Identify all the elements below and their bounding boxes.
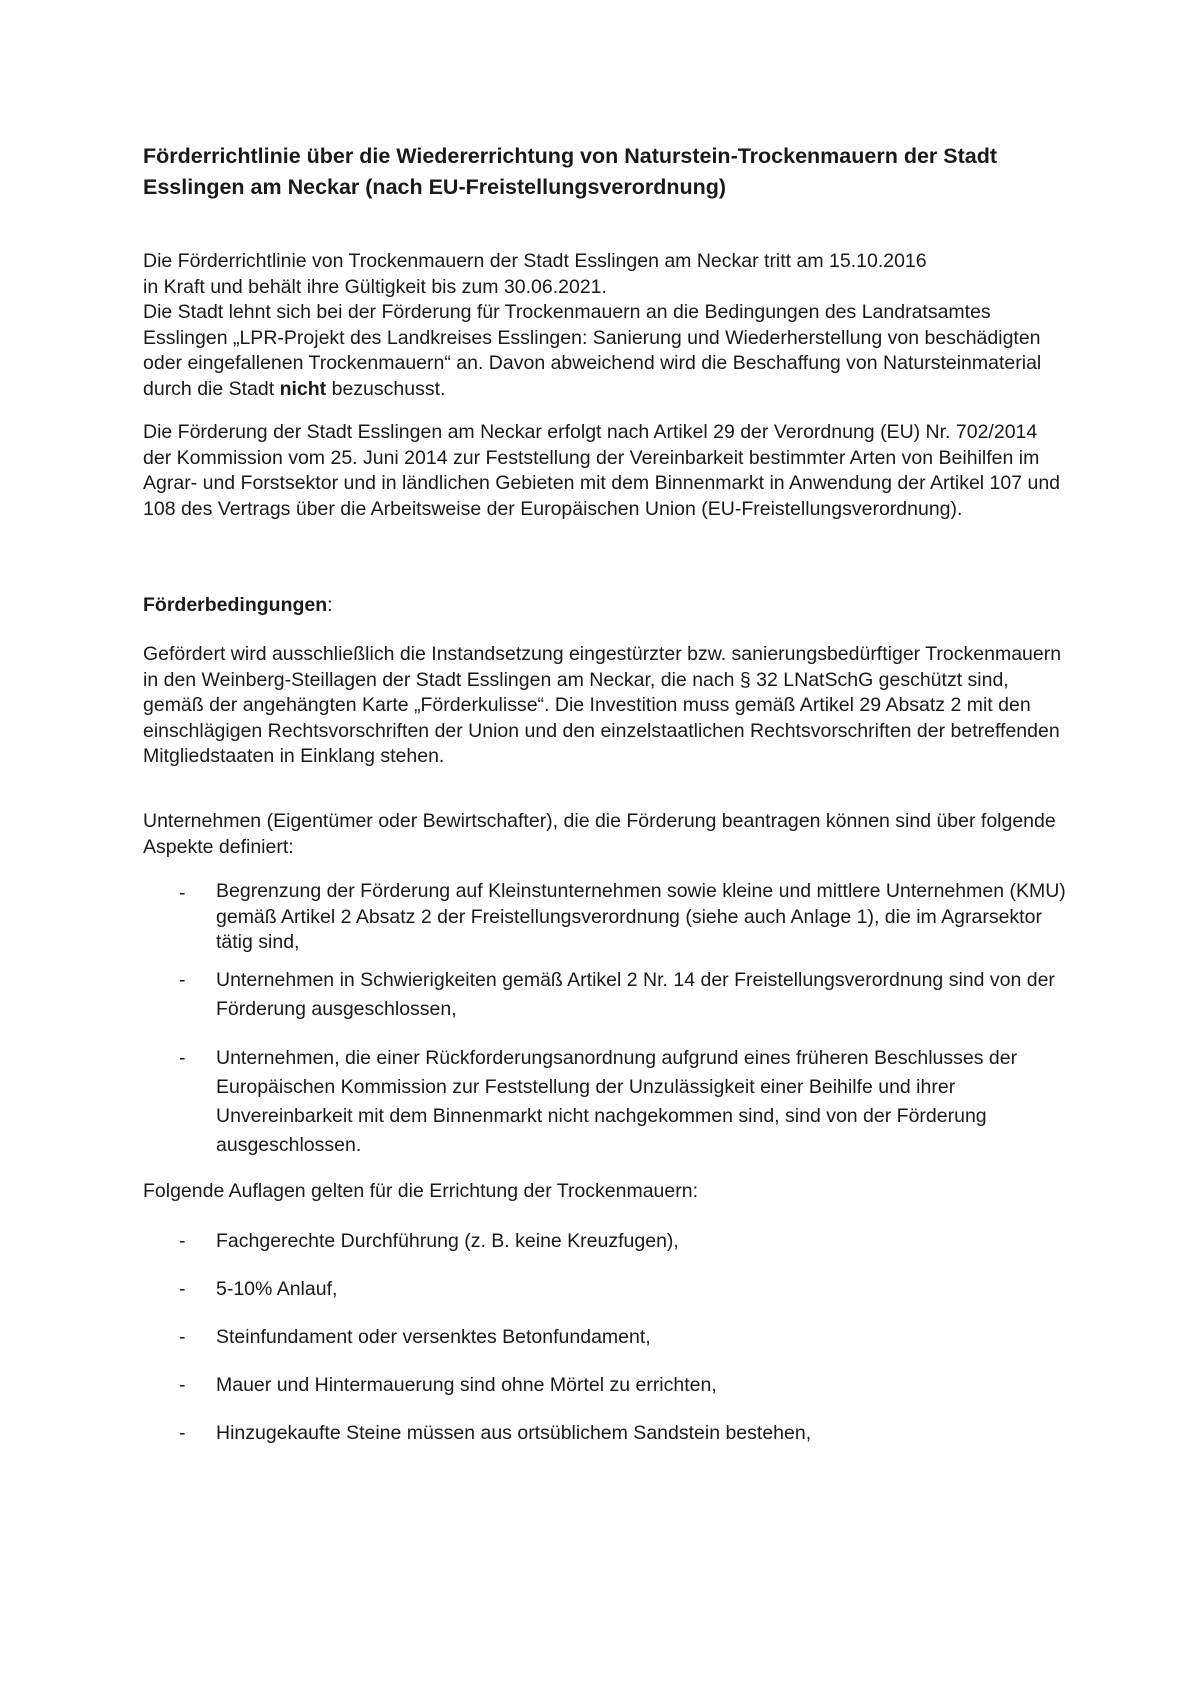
list-item-text: Begrenzung der Förderung auf Kleinstunternehmen sowie kleine und mittlere Unternehmen (KMU) gemäß Artikel 2 Absatz 2 der Freistellungsverordnung (siehe auch Anlage 1), die im Agrarsektor tätig sind, bbox=[216, 880, 1066, 953]
conditions-paragraph-1: Gefördert wird ausschließlich die Instandsetzung eingestürzter bzw. sanierungsbedürftiger Trockenmauern in den Weinberg-Steillagen der Stadt Esslingen am Neckar, die nach § 32 LNatSchG geschützt sind, gemäß der angehängten Karte „Förderkulisse“. Die Investition muss gemäß Artikel 29 Absatz 2 mit den einschlägigen Rechtsvorschriften der Union und den einzelstaatlichen Rechtsvorschriften der betreffenden Mitgliedstaaten in Einklang stehen. bbox=[143, 643, 1062, 767]
list-item bbox=[143, 1227, 1073, 1256]
list-item-text: Unternehmen in Schwierigkeiten gemäß Artikel 2 Nr. 14 der Freistellungsverordnung sind von der Förderung ausgeschlossen, bbox=[216, 969, 1055, 1020]
list-dash: - bbox=[179, 1422, 186, 1444]
list-dash: - bbox=[179, 1047, 186, 1069]
conditions-heading-text: Förderbedingungen bbox=[143, 594, 328, 616]
intro-emphasis: nicht bbox=[279, 377, 327, 400]
conditions-heading bbox=[143, 593, 1068, 619]
list-item-text: Unternehmen, die einer Rückforderungsanordnung aufgrund eines früheren Beschlusses der Europäischen Kommission zur Feststellung der Unzulässigkeit einer Beihilfe und ihrer Unvereinbarkeit mit dem Binnenmarkt nicht nachgekommen sind, sind von der Förderung ausgeschlossen. bbox=[216, 1047, 1018, 1156]
list-dash: - bbox=[179, 969, 186, 991]
intro-paragraph-1 bbox=[143, 249, 1068, 402]
list-dash: - bbox=[179, 1374, 186, 1396]
intro-text: Die Stadt lehnt sich bei der Förderung für Trockenmauern an die Bedingungen des Landratsamtes Esslingen „LPR-Projekt des Landkreises Esslingen: Sanierung und Wiederherstellung von beschädigten oder eingefallenen Trockenmauern“ an. Davon abweichend wird die Beschaffung von Natursteinmaterial durch die Stadt bbox=[143, 301, 1042, 400]
list-item bbox=[143, 1275, 1073, 1304]
list-item bbox=[143, 1419, 1073, 1448]
list-item bbox=[143, 1371, 1073, 1400]
list-item bbox=[143, 1044, 1073, 1160]
list-item-text: 5-10% Anlauf, bbox=[216, 1278, 338, 1300]
list-item bbox=[143, 1323, 1073, 1352]
intro-line-1: Die Förderrichtlinie von Trockenmauern der Stadt Esslingen am Neckar tritt am 15.10.2016 bbox=[143, 250, 927, 272]
list-item-text: Hinzugekaufte Steine müssen aus ortsüblichem Sandstein bestehen, bbox=[216, 1422, 812, 1444]
list-item-text: Steinfundament oder versenktes Betonfundament, bbox=[216, 1326, 651, 1348]
list-dash: - bbox=[179, 1326, 186, 1348]
list-item-text: Fachgerechte Durchführung (z. B. keine Kreuzfugen), bbox=[216, 1230, 679, 1252]
document-title: Förderrichtlinie über die Wiedererrichtung von Naturstein-Trockenmauern der Stadt Esslingen am Neckar (nach EU-Freistellungsverordnung) bbox=[143, 144, 997, 199]
list-dash: - bbox=[179, 1278, 186, 1300]
intro-line-2: in Kraft und behält ihre Gültigkeit bis zum 30.06.2021. bbox=[143, 275, 607, 298]
conditions-heading-colon: : bbox=[327, 594, 333, 616]
conditions-paragraph-2: Unternehmen (Eigentümer oder Bewirtschafter), die die Förderung beantragen können sind über folgende Aspekte definiert: bbox=[143, 810, 1056, 858]
conditions-paragraph-3: Folgende Auflagen gelten für die Errichtung der Trockenmauern: bbox=[143, 1180, 699, 1202]
list-item bbox=[143, 966, 1073, 1024]
list-dash: - bbox=[179, 882, 186, 904]
list-item bbox=[143, 879, 1073, 956]
list-item-text: Mauer und Hintermauerung sind ohne Mörtel zu errichten, bbox=[216, 1374, 717, 1396]
intro-text-end: bezuschusst. bbox=[331, 377, 446, 400]
intro-paragraph-2: Die Förderung der Stadt Esslingen am Neckar erfolgt nach Artikel 29 der Verordnung (EU) Nr. 702/2014 der Kommission vom 25. Juni 2014 zur Feststellung der Vereinbarkeit bestimmter Arten von Beihilfen im Agrar- und Forstsektor und in ländlichen Gebieten mit dem Binnenmarkt in Anwendung der Artikel 107 und 108 des Vertrags über die Arbeitsweise der Europäischen Union (EU-Freistellungsverordnung). bbox=[143, 421, 1061, 520]
list-dash: - bbox=[179, 1230, 186, 1252]
